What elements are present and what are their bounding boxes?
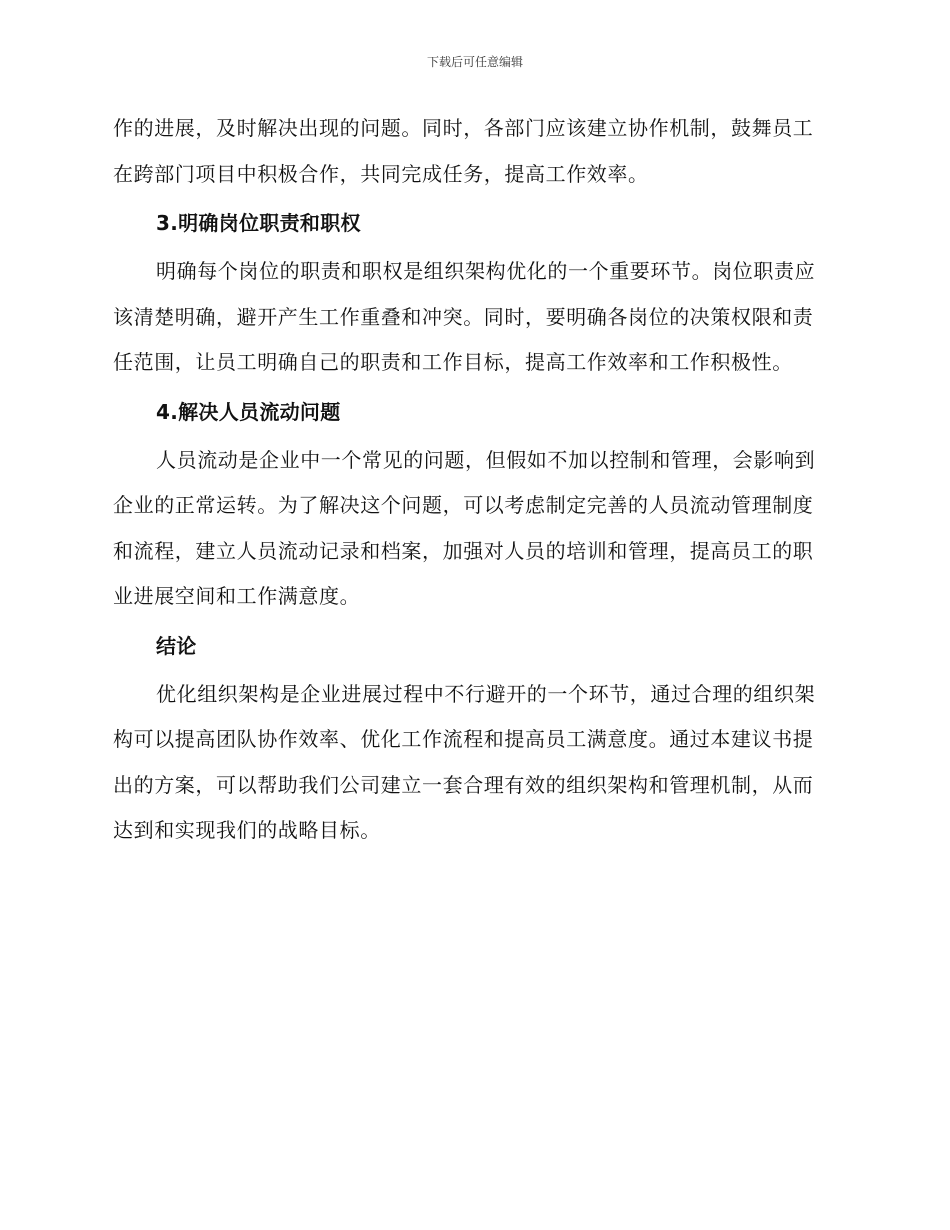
paragraph-intro: 作的进展，及时解决出现的问题。同时，各部门应该建立协作机制，鼓舞员工在跨部门项目中积极合作，共同完成任务，提高工作效率。 bbox=[113, 116, 814, 186]
section-heading-3: 3.明确岗位职责和职权 bbox=[156, 211, 361, 235]
page-header: 下载后可任意编辑 bbox=[426, 55, 523, 69]
paragraph-section-3: 明确每个岗位的职责和职权是组织架构优化的一个重要环节。岗位职责应该清楚明确，避开产生工作重叠和冲突。同时，要明确各岗位的决策权限和责任范围，让员工明确自己的职责和工作目标，提高工作效率和工作积极性。 bbox=[113, 259, 816, 374]
conclusion-heading: 结论 bbox=[156, 633, 197, 658]
document-body bbox=[113, 106, 833, 854]
paragraph-conclusion: 优化组织架构是企业进展过程中不行避开的一个环节，通过合理的组织架构可以提高团队协作效率、优化工作流程和提高员工满意度。通过本建议书提出的方案，可以帮助我们公司建立一套合理有效的组织架构和管理机制，从而达到和实现我们的战略目标。 bbox=[113, 681, 816, 842]
section-heading-4: 4.解决人员流动问题 bbox=[156, 399, 341, 424]
paragraph-section-4: 人员流动是企业中一个常见的问题，但假如不加以控制和管理，会影响到企业的正常运转。为了解决这个问题，可以考虑制定完善的人员流动管理制度和流程，建立人员流动记录和档案，加强对人员的培训和管理，提高员工的职业进展空间和工作满意度。 bbox=[113, 447, 816, 608]
